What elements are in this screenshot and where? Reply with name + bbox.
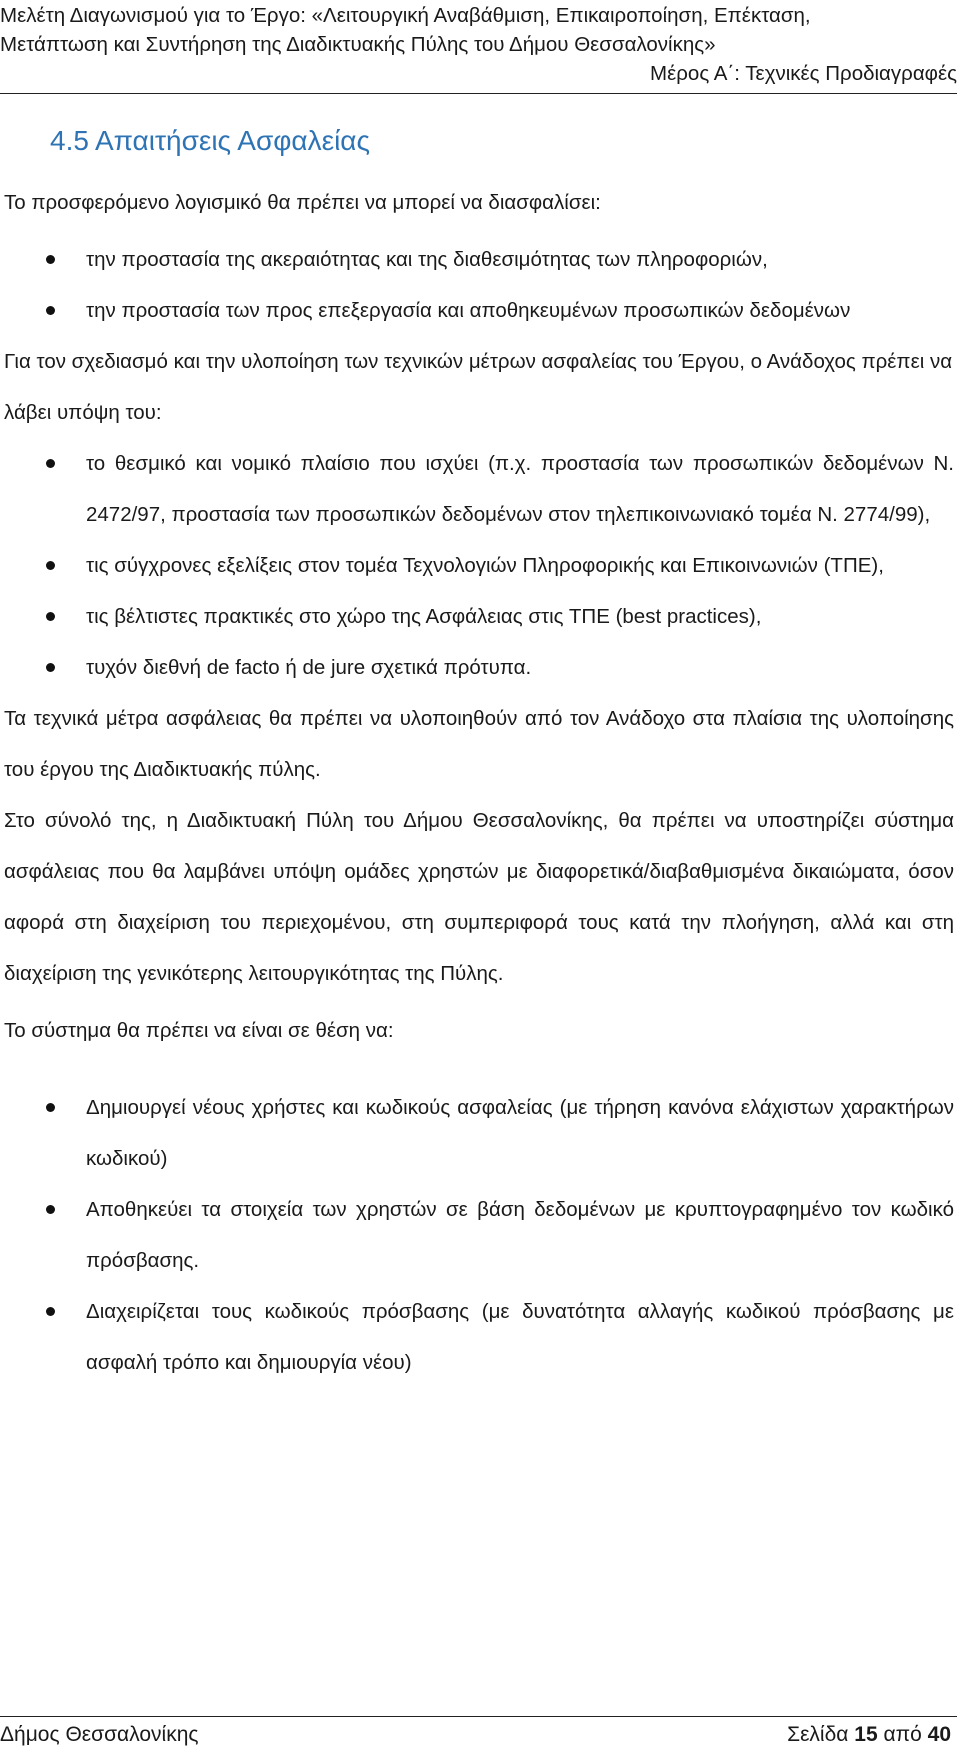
total-pages: 40 <box>927 1723 951 1746</box>
list-item: τις βέλτιστες πρακτικές στο χώρο της Ασφάλειας στις ΤΠΕ (best practices), <box>4 591 954 642</box>
bullet-icon <box>46 1103 55 1112</box>
intro-paragraph: Το προσφερόμενο λογισμικό θα πρέπει να μπορεί να διασφαλίσει: <box>4 191 601 214</box>
list-item: την προστασία των προς επεξεργασία και αποθηκευμένων προσωπικών δεδομένων <box>4 285 954 336</box>
bullet-list-3 <box>4 1082 954 1388</box>
list-item: τυχόν διεθνή de facto ή de jure σχετικά πρότυπα. <box>4 642 954 693</box>
footer-organization: Δήμος Θεσσαλονίκης <box>0 1723 199 1746</box>
list-item: το θεσμικό και νομικό πλαίσιο που ισχύει (π.χ. προστασία των προσωπικών δεδομένων Ν. 2472/97, προστασία των προσωπικών δεδομένων στον τηλεπικοινωνιακό τομέα Ν. 2774/99), <box>4 438 954 540</box>
bullet-icon <box>46 306 55 315</box>
page-number: Σελίδα 15 από 40 <box>787 1723 951 1746</box>
bullet-icon <box>46 612 55 621</box>
bullet-icon <box>46 1205 55 1214</box>
paragraph-3: Τα τεχνικά μέτρα ασφάλειας θα πρέπει να υλοποιηθούν από τον Ανάδοχο στα πλαίσια της υλοποίησης του έργου της Διαδικτυακής πύλης. <box>4 707 954 781</box>
bullet-icon <box>46 255 55 264</box>
paragraph-4: Στο σύνολό της, η Διαδικτυακή Πύλη του Δήμου Θεσσαλονίκης, θα πρέπει να υποστηρίζει σύστημα ασφάλειας που θα λαμβάνει υπόψη ομάδες χρηστών με διαφορετικά/διαβαθμισμένα δικαιώματα, όσον αφορά στη διαχείριση του περιεχομένου, στη συμπεριφορά τους κατά την πλοήγηση, αλλά και στη διαχείριση της γενικότερης λειτουργικότητας της Πύλης. <box>4 809 954 985</box>
section-number: 4.5 <box>50 125 89 156</box>
bullet-list-1 <box>4 234 954 336</box>
document-body <box>4 177 954 1388</box>
bullet-list-2 <box>4 438 954 693</box>
paragraph-2: Για τον σχεδιασμό και την υλοποίηση των τεχνικών μέτρων ασφαλείας του Έργου, ο Ανάδοχος πρέπει να λάβει υπόψη του: <box>4 350 953 424</box>
header-part-label: Μέρος Α΄: Τεχνικές Προδιαγραφές <box>650 62 957 85</box>
bullet-icon <box>46 459 55 468</box>
paragraph-5: Το σύστημα θα πρέπει να είναι σε θέση να: <box>4 1019 394 1042</box>
list-item: Δημιουργεί νέους χρήστες και κωδικούς ασφαλείας (με τήρηση κανόνα ελάχιστων χαρακτήρων κωδικού) <box>4 1082 954 1184</box>
section-title-text: Απαιτήσεις Ασφαλείας <box>94 125 370 156</box>
header-line-1: Μελέτη Διαγωνισμού για το Έργο: «Λειτουργική Αναβάθμιση, Επικαιροποίηση, Επέκταση, <box>0 4 811 27</box>
page-footer <box>0 1716 957 1753</box>
bullet-icon <box>46 561 55 570</box>
header-line-2: Μετάπτωση και Συντήρηση της Διαδικτυακής Πύλης του Δήμου Θεσσαλονίκης» <box>0 33 716 56</box>
list-item: Διαχειρίζεται τους κωδικούς πρόσβασης (με δυνατότητα αλλαγής κωδικού πρόσβασης με ασφαλή τρόπο και δημιουργία νέου) <box>4 1286 954 1388</box>
bullet-icon <box>46 1307 55 1316</box>
section-heading <box>50 125 370 157</box>
current-page: 15 <box>854 1723 878 1746</box>
bullet-icon <box>46 663 55 672</box>
list-item: τις σύγχρονες εξελίξεις στον τομέα Τεχνολογιών Πληροφορικής και Επικοινωνιών (ΤΠΕ), <box>4 540 954 591</box>
list-item: Αποθηκεύει τα στοιχεία των χρηστών σε βάση δεδομένων με κρυπτογραφημένο τον κωδικό πρόσβασης. <box>4 1184 954 1286</box>
list-item: την προστασία της ακεραιότητας και της διαθεσιμότητας των πληροφοριών, <box>4 234 954 285</box>
page-header <box>0 0 957 94</box>
